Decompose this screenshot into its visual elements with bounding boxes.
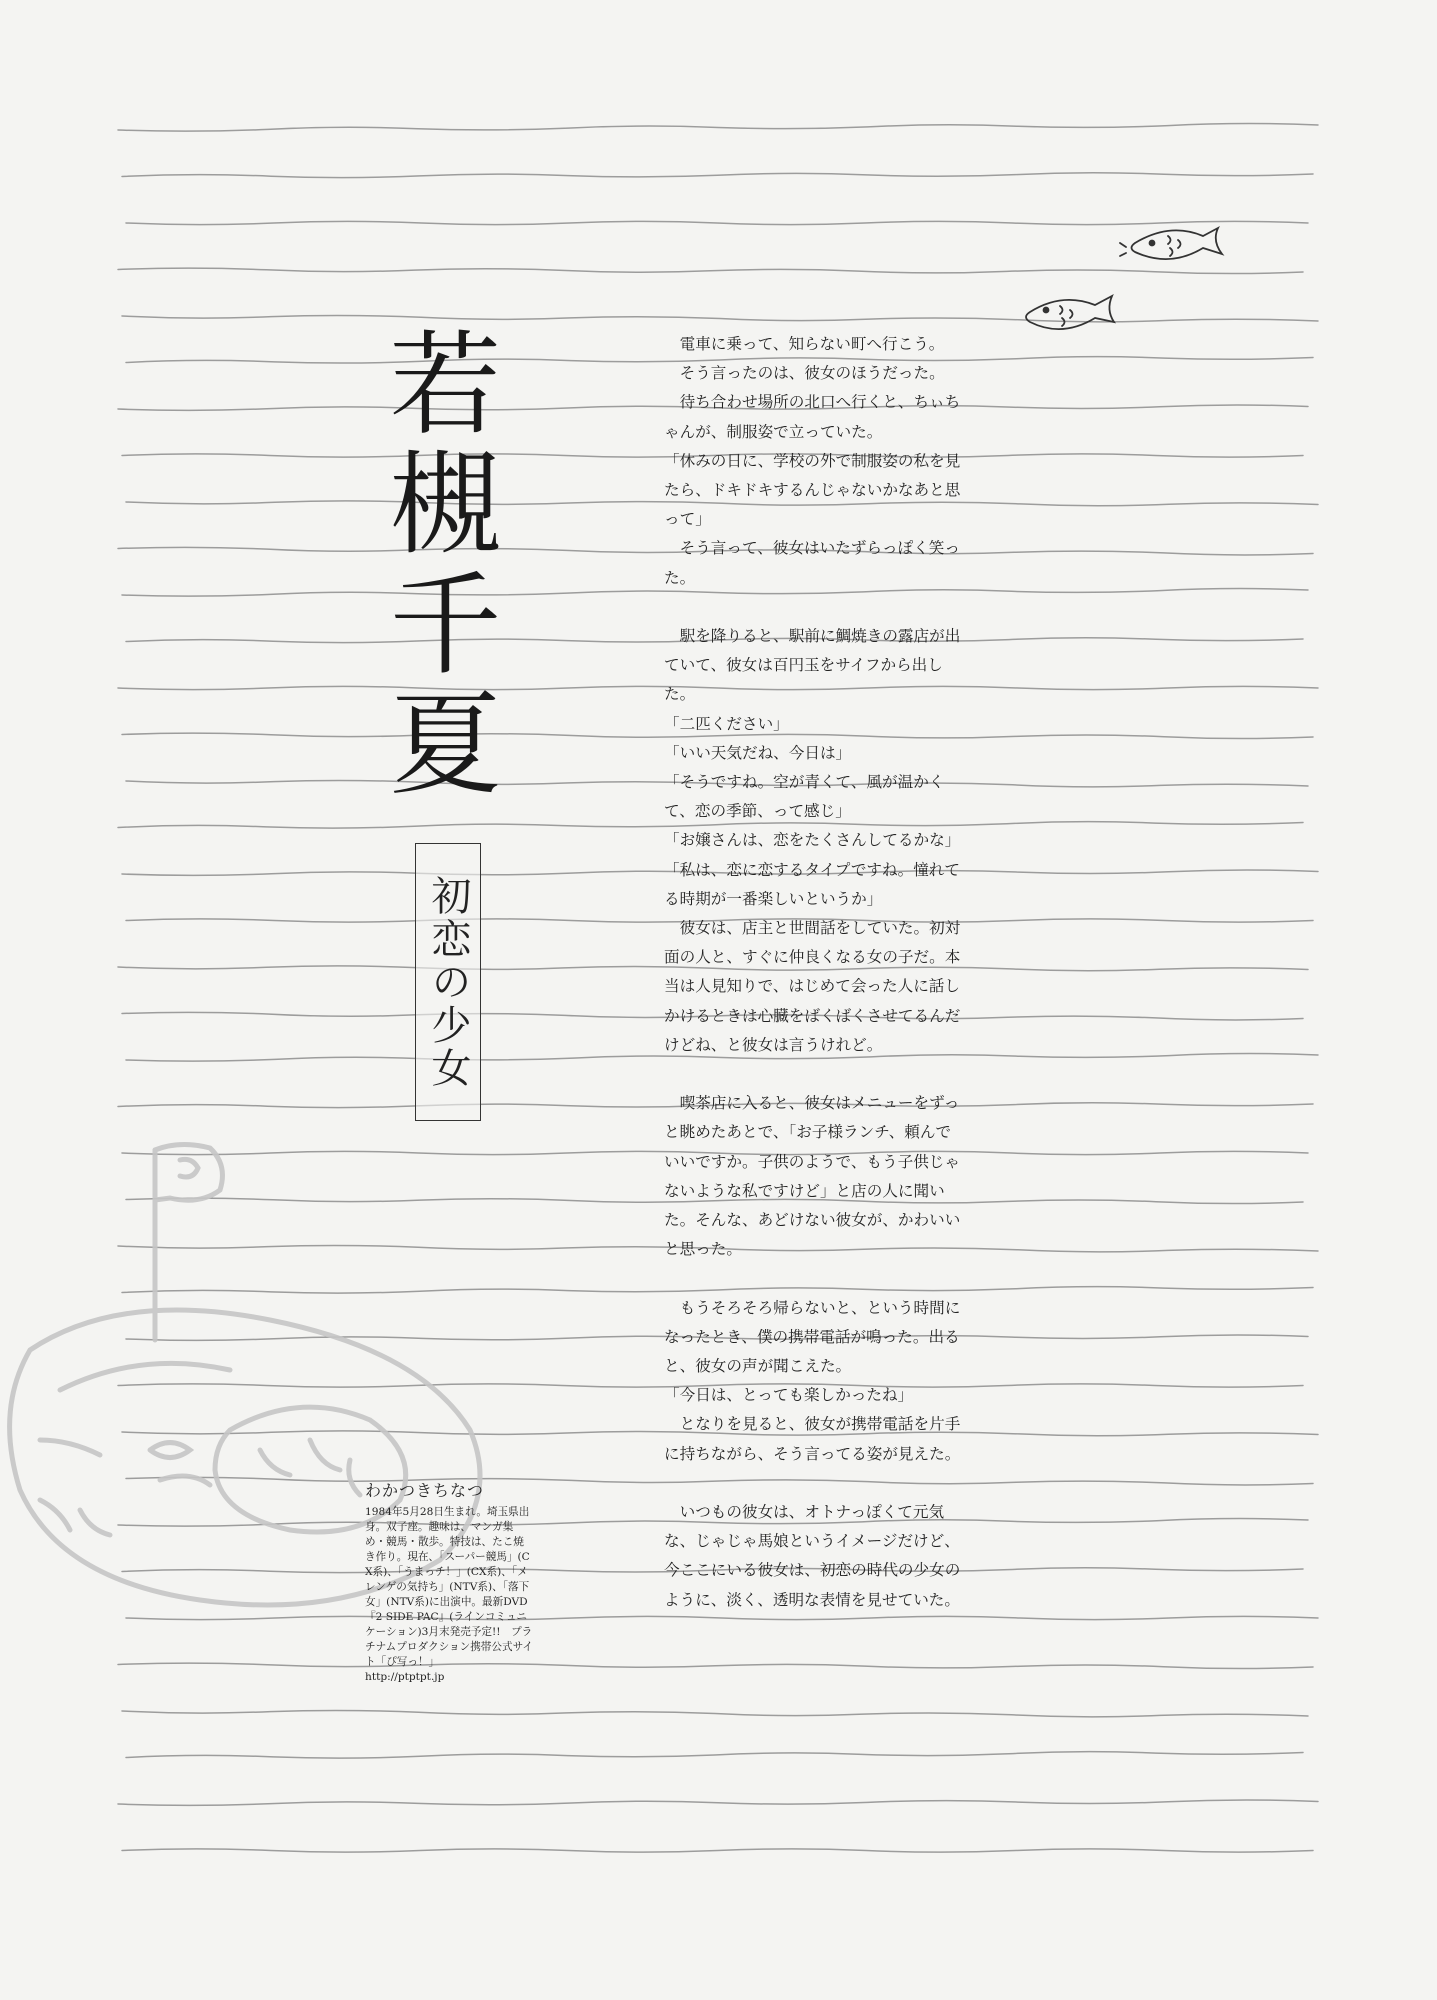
profile-name: わかつきちなつ (365, 1481, 485, 1500)
essay-paragraph: 駅を降りると、駅前に鯛焼きの露店が出ていて、彼女は百円玉をサイフから出した。 (664, 627, 961, 704)
ruled-line (122, 173, 1313, 178)
ruled-line (126, 1752, 1303, 1758)
ruled-line (122, 1849, 1313, 1852)
ruled-line (122, 316, 1318, 322)
essay-paragraph: 「いい天気だね、今日は」 (664, 743, 852, 762)
profile-block (365, 1478, 533, 1685)
page-title-name: 若槻千夏 (371, 325, 501, 805)
essay-paragraph: 「そうですね。空が青くて、風が温かくて、恋の季節、って感じ」 (664, 773, 945, 821)
ruled-line (122, 1710, 1308, 1716)
essay-paragraph: いつもの彼女は、オトナっぽくて元気な、じゃじゃ馬娘というイメージだけど、今ここにいる彼女は、初恋の時代の少女のように、淡く、透明な表情を見せていた。 (664, 1503, 961, 1609)
ruled-line (118, 124, 1318, 132)
essay-paragraph: 「私は、恋に恋するタイプですね。憧れてる時期が一番楽しいというか」 (664, 860, 960, 908)
essay-paragraph: 「二匹ください」 (664, 714, 789, 733)
essay-body (664, 330, 964, 1615)
essay-paragraph: 「お嬢さんは、恋をたくさんしてるかな」 (664, 831, 961, 850)
essay-paragraph: 待ち合わせ場所の北口へ行くと、ちぃちゃんが、制服姿で立っていた。 (664, 393, 961, 441)
ruled-line (126, 221, 1308, 224)
essay-paragraph: そう言ったのは、彼女のほうだった。 (664, 364, 945, 383)
essay-paragraph: 「今日は、とっても楽しかったね」 (664, 1386, 914, 1405)
profile-url: http://ptptpt.jp (365, 1671, 445, 1683)
essay-paragraph: 電車に乗って、知らない町へ行こう。 (664, 335, 945, 353)
ruled-line (118, 1663, 1313, 1668)
subtitle: 初恋の少女 (425, 874, 471, 1090)
ruled-line (118, 1800, 1318, 1805)
subtitle-box (415, 843, 481, 1121)
ruled-line (126, 1616, 1318, 1619)
essay-paragraph: もうそろそろ帰らないと、という時間になったとき、僕の携帯電話が鳴った。出ると、彼女の声が聞こえた。 (664, 1298, 961, 1376)
essay-paragraph: 喫茶店に入ると、彼女はメニューをずっと眺めたあとで、「お子様ランチ、頼んでいいですか。子供のようで、もう子供じゃないような私ですけど」と店の人に聞いた。そんな、あどけない彼女が、かわいいと思った。 (664, 1094, 961, 1259)
essay-paragraph: 「休みの日に、学校の外で制服姿の私を見たら、ドキドキするんじゃないかなあと思って」 (664, 451, 961, 529)
essay-paragraph: そう言って、彼女はいたずらっぽく笑った。 (664, 539, 960, 587)
fish-doodle-icon (1026, 228, 1222, 329)
essay-paragraph: となりを見ると、彼女が携帯電話を片手に持ちながら、そう言ってる姿が見えた。 (664, 1415, 961, 1463)
profile-bio: 1984年5月28日生まれ。埼玉県出身。双子座。趣味は、マンガ集め・競馬・散歩。特技は、たこ焼き作り。現在、「スーパー競馬」(CX系)、「うまっチ！」(CX系)、「メレンゲの気持ち」(NTV系)、「落下女」(NTV系)に出演中。最新DVD『2 SIDE PAC』(ラインコミュニケーション)3月末発売予定!! プラチナムプロダクション携帯公式サイト「ぴ写っ！」 (365, 1506, 534, 1668)
ruled-line (118, 268, 1303, 273)
essay-paragraph: 彼女は、店主と世間話をしていた。初対面の人と、すぐに仲良くなる女の子だ。本当は人見知りで、はじめて会った人に話しかけるときは心臓をばくばくさせてるんだけどね、と彼女は言うけれど。 (664, 919, 961, 1054)
